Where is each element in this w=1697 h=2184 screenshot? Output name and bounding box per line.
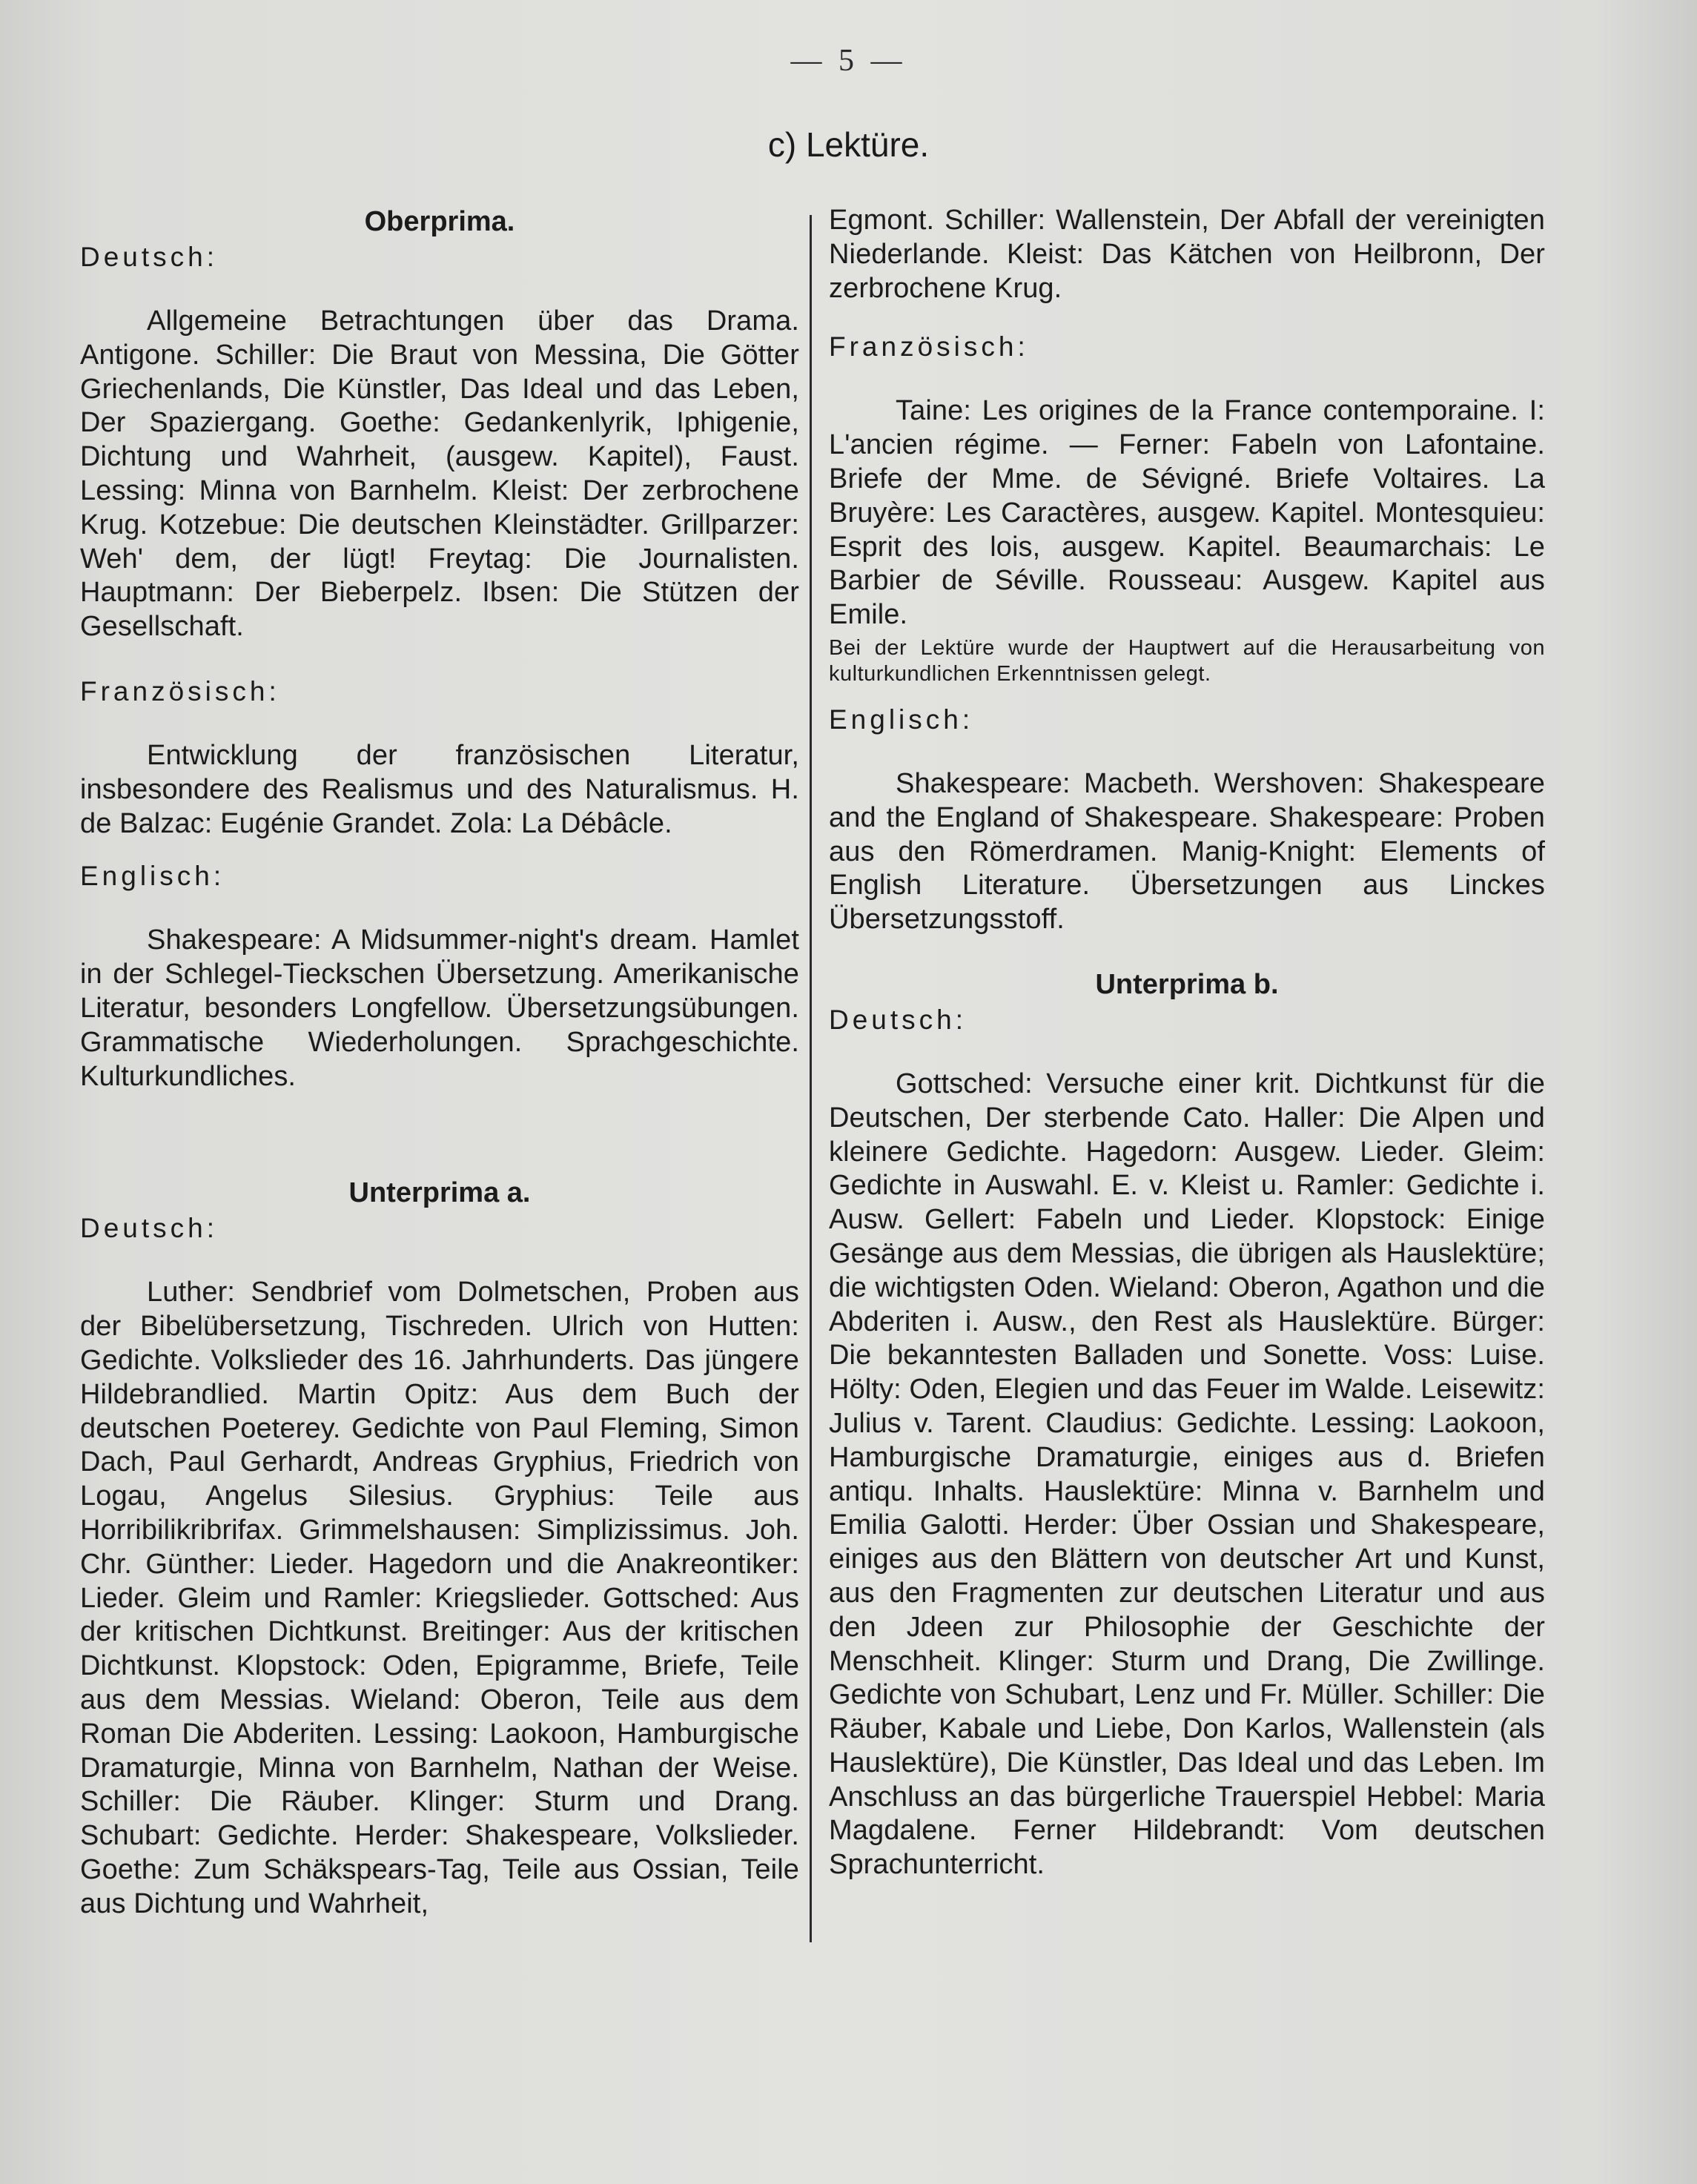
right-column [829, 204, 1545, 1882]
subject-franz-unterprima-a: Französisch: [829, 331, 1029, 363]
heading-unterprima-b: Unterprima b. [1095, 968, 1279, 1000]
text-deutsch-oberprima: Allgemeine Betrachtungen über das Drama. Antigone. Schiller: Die Braut von Messina, Die Götter Griechenlands, Die Künstler, Das Ideal und das Leben, Der Spaziergang. Goethe: Gedankenlyrik, Iphigenie, Dichtung und Wahrheit, (ausgew. Kapitel), Faust. Lessing: Minna von Barnhelm. Kleist: Der zerbrochene Krug. Kotzebue: Die deutschen Kleinstädter. Grillparzer: Weh' dem, der lügt! Freytag: Die Journalisten. Hauptmann: Der Bieberpelz. Ibsen: Die Stützen der Gesellschaft. [80, 305, 799, 643]
subject-deutsch-unterprima-b: Deutsch: [829, 1004, 967, 1035]
subject-engl-unterprima-a: Englisch: [829, 704, 974, 735]
text-engl-oberprima: Shakespeare: A Midsummer-night's dream. Hamlet in der Schlegel-Tieckschen Übersetzung. Amerikanische Literatur, besonders Longfellow. Übersetzungsübungen. Grammatische Wiederholungen. Sprachgeschichte. Kulturkundliches. [80, 924, 799, 1092]
subject-deutsch-oberprima: Deutsch: [80, 242, 219, 272]
note-franz-unterprima-a: Bei der Lektüre wurde der Hauptwert auf die Herausarbeitung von kulturkundlichen Erkenntnissen gelegt. [829, 635, 1545, 686]
subject-engl-oberprima: Englisch: [80, 861, 225, 892]
heading-unterprima-a: Unterprima a. [348, 1177, 531, 1209]
text-deutsch-unterprima-a: Luther: Sendbrief vom Dolmetschen, Proben aus der Bibelübersetzung, Tischreden. Ulrich von Hutten: Gedichte. Volkslieder des 16. Jahrhunderts. Das jüngere Hildebrandlied. Martin Opitz: Aus dem Buch der deutschen Poeterey. Gedichte von Paul Fleming, Simon Dach, Paul Gerhardt, Andreas Gryphius, Friedrich von Logau, Angelus Silesius. Gryphius: Teile aus Horribilikribrifax. Grimmelshausen: Simplizissimus. Joh. Chr. Günther: Lieder. Hagedorn und die Anakreontiker: Lieder. Gleim und Ramler: Kriegslieder. Gottsched: Aus der kritischen Dichtkunst. Breitinger: Aus der kritischen Dichtkunst. Klopstock: Oden, Epigramme, Briefe, Teile aus dem Messias. Wieland: Oberon, Teile aus dem Roman Die Abderiten. Lessing: Laokoon, Hamburgische Dramaturgie, Minna von Barnhelm, Nathan der Weise. Schiller: Die Räuber. Klinger: Sturm und Drang. Schubart: Gedichte. Herder: Shakespeare, Volkslieder. Goethe: Zum Schäkspears-Tag, Teile aus Ossian, Teile aus Dichtung und Wahrheit, [80, 1277, 799, 1919]
subject-deutsch-unterprima-a: Deutsch: [80, 1213, 219, 1244]
heading-oberprima: Oberprima. [364, 206, 515, 237]
text-deutsch-unterprima-b: Gottsched: Versuche einer krit. Dichtkunst für die Deutschen, Der sterbende Cato. Haller: Die Alpen und kleinere Gedichte. Hagedorn: Ausgew. Lieder. Gleim: Gedichte in Auswahl. E. v. Kleist u. Ramler: Gedichte i. Ausw. Gellert: Fabeln und Lieder. Klopstock: Einige Gesänge aus dem Messias, die übrigen als Hauslektüre; die wichtigsten Oden. Wieland: Oberon, Agathon und die Abderiten i. Ausw., den Rest als Hauslektüre. Bürger: Die bekanntesten Balladen und Sonette. Voss: Luise. Hölty: Oden, Elegien und das Feuer im Walde. Leisewitz: Julius v. Tarent. Claudius: Gedichte. Lessing: Laokoon, Hamburgische Dramaturgie, einiges aus d. Briefen antiqu. Inhalts. Hauslektüre: Minna v. Barnhelm und Emilia Galotti. Herder: Über Ossian und Shakespeare, einiges aus den Blättern von deutscher Art und Kunst, aus den Fragmenten zur deutschen Literatur und aus den Jdeen zur Philosophie der Geschichte der Menschheit. Klinger: Sturm und Drang, Die Zwillinge. Gedichte von Schubart, Lenz und Fr. Müller. Schiller: Die Räuber, Kabale und Liebe, Don Karlos, Wallenstein (als Hauslektüre), Die Künstler, Das Ideal und das Leben. Im Anschluss an das bürgerliche Trauerspiel Hebbel: Maria Magdalene. Ferner Hildebrandt: Vom deutschen Sprachunterricht. [829, 1068, 1545, 1881]
page-number: — 5 — [790, 44, 907, 78]
text-continuation-goethe: Egmont. Schiller: Wallenstein, Der Abfall der vereinigten Niederlande. Kleist: Das Kätchen von Heilbronn, Der zerbrochene Krug. [829, 205, 1545, 304]
text-franz-oberprima: Entwicklung der französischen Literatur, insbesondere des Realismus und des Naturalismus. H. de Balzac: Eugénie Grandet. Zola: La Débâcle. [80, 739, 799, 839]
text-franz-unterprima-a: Taine: Les origines de la France contemporaine. I: L'ancien régime. — Ferner: Fabeln von Lafontaine. Briefe der Mme. de Sévigné. Briefe Voltaires. La Bruyère: Les Caractères, ausgew. Kapitel. Montesquieu: Esprit des lois, ausgew. Kapitel. Beaumarchais: Le Barbier de Séville. Rousseau: Ausgew. Kapitel aus Emile. [829, 395, 1545, 631]
left-column [80, 204, 799, 1921]
text-engl-unterprima-a: Shakespeare: Macbeth. Wershoven: Shakespeare and the England of Shakespeare. Shakespeare: Proben aus den Römerdramen. Manig-Knight: Elements of English Literature. Übersetzungen aus Linckes Übersetzungsstoff. [829, 767, 1545, 936]
subject-franz-oberprima: Französisch: [80, 675, 280, 707]
column-divider [810, 215, 812, 1942]
section-title: c) Lektüre. [767, 125, 930, 164]
